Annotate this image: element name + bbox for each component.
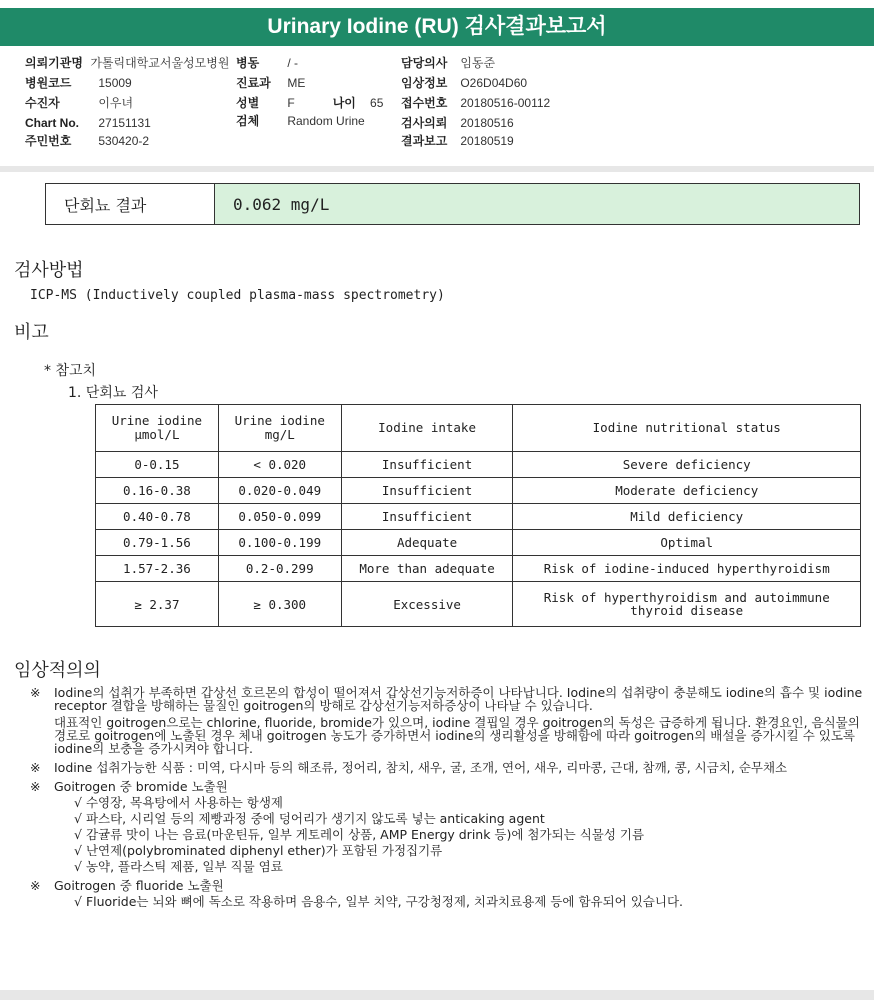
table-row [96, 478, 861, 504]
note-sub-item [54, 796, 870, 809]
note-title: Goitrogen 중 bromide 노출원 [54, 779, 228, 794]
remarks-heading: 비고 [14, 322, 49, 343]
dept-row [236, 74, 305, 92]
sex-age-row [236, 94, 383, 112]
note-item [30, 879, 870, 908]
hospital-code-value: 15009 [98, 76, 132, 90]
specimen-value: Random Urine [287, 114, 365, 128]
note-item [30, 686, 870, 755]
check-icon: √ [74, 843, 82, 858]
method-text: ICP-MS (Inductively coupled plasma-mass spectrometry) [30, 288, 445, 303]
result-label: 단회뇨 결과 [46, 184, 215, 224]
table-row [96, 582, 861, 627]
result-box [45, 183, 860, 225]
note-sub-text: 감귤류 맛이 나는 음료(마운틴듀, 일부 게토레이 상품, AMP Energy drink 등)에 첨가되는 식물성 기름 [85, 827, 645, 842]
cell-umol: ≥ 2.37 [96, 582, 219, 627]
result-report-row [401, 132, 514, 150]
request-org-value: 가톨릭대학교서울성모병원 [90, 56, 230, 70]
specimen-row [236, 112, 365, 130]
age-value: 65 [370, 96, 384, 110]
cell-umol: 1.57-2.36 [96, 556, 219, 582]
ward-label: 병동 [236, 56, 260, 70]
note-title: Goitrogen 중 fluoride 노출원 [54, 878, 224, 893]
patient-value: 이우녀 [98, 96, 134, 110]
reference-title: * 참고치 [44, 363, 97, 379]
chart-label: Chart No. [25, 116, 79, 130]
header-intake: Iodine intake [341, 405, 513, 452]
patient-info-panel [0, 54, 874, 164]
chart-row [25, 114, 151, 132]
reference-mark-icon: ※ [30, 779, 41, 794]
method-heading: 검사방법 [14, 260, 84, 281]
note-paragraph: Iodine의 섭취가 부족하면 갑상선 호르몬의 합성이 떨어져서 갑상선기능저하증이 나타납니다. Iodine의 섭취량이 충분해도 iodine의 흡수 및 iodine receptor 결합을 방해하는 물질인 goitrogen의 방해로 갑상선기능저하증상이 나타날 수 있습니다. [54, 685, 863, 713]
header-umol-line2: μmol/L [134, 427, 180, 442]
receipt-value: 20180516-00112 [460, 96, 551, 110]
note-sub-item [54, 828, 870, 841]
age-label: 나이 [332, 96, 356, 110]
cell-intake: More than adequate [341, 556, 513, 582]
reference-mark-icon: ※ [30, 878, 41, 893]
cell-umol: 0.40-0.78 [96, 504, 219, 530]
cell-status: Risk of hyperthyroidism and autoimmune thyroid disease [513, 582, 861, 627]
sex-value: F [287, 96, 295, 110]
result-report-label: 결과보고 [401, 134, 448, 148]
note-item [30, 780, 870, 873]
cell-status: Moderate deficiency [513, 478, 861, 504]
reference-mark-icon: ※ [30, 685, 41, 700]
note-sub-item [54, 895, 870, 908]
clinical-notes [30, 686, 870, 914]
resident-row [25, 132, 149, 150]
note-sub-text: Fluoride는 뇌와 뼈에 독소로 작용하며 음용수, 일부 치약, 구강청정제, 치과치료용제 등에 함유되어 있습니다. [85, 894, 683, 909]
request-org-row [25, 54, 229, 72]
specimen-label: 검체 [236, 114, 260, 128]
hospital-code-row [25, 74, 132, 92]
section-divider [0, 166, 874, 172]
note-sub-text: 농약, 플라스틱 제품, 일부 직물 염료 [85, 859, 283, 874]
receipt-row [401, 94, 550, 112]
check-icon: √ [74, 795, 82, 810]
check-icon: √ [74, 827, 82, 842]
header-umol [96, 405, 219, 452]
request-org-label: 의뢰기관명 [25, 56, 83, 70]
test-request-value: 20180516 [460, 116, 514, 130]
header-status: Iodine nutritional status [513, 405, 861, 452]
chart-value: 27151131 [98, 116, 151, 130]
ward-value: / - [287, 56, 299, 70]
test-request-label: 검사의뢰 [401, 116, 448, 130]
cell-status: Optimal [513, 530, 861, 556]
note-paragraph: Iodine 섭취가능한 식품 : 미역, 다시마 등의 해조류, 정어리, 참치, 새우, 굴, 조개, 연어, 새우, 리마콩, 근대, 참깨, 콩, 시금치, 순무채소 [54, 760, 788, 775]
doctor-row [401, 54, 495, 72]
ward-row [236, 54, 298, 72]
check-icon: √ [74, 894, 82, 909]
reference-mark-icon: ※ [30, 760, 41, 775]
header-umol-line1: Urine iodine [111, 413, 203, 428]
cell-status: Mild deficiency [513, 504, 861, 530]
cell-mgl: 0.020-0.049 [218, 478, 341, 504]
note-sub-text: 난연제(polybrominated diphenyl ether)가 포함된 가정집기류 [85, 843, 443, 858]
cell-intake: Insufficient [341, 504, 513, 530]
cell-umol: 0-0.15 [96, 452, 219, 478]
table-row [96, 556, 861, 582]
cell-status: Risk of iodine-induced hyperthyroidism [513, 556, 861, 582]
hospital-code-label: 병원코드 [25, 76, 72, 90]
table-row [96, 452, 861, 478]
resident-value: 530420-2 [98, 134, 150, 148]
table-row [96, 530, 861, 556]
table-row [96, 504, 861, 530]
report-title: Urinary Iodine (RU) 검사결과보고서 [0, 8, 874, 46]
doctor-label: 담당의사 [401, 56, 448, 70]
receipt-label: 접수번호 [401, 96, 448, 110]
doctor-value: 임동준 [460, 56, 496, 70]
clinical-info-row [401, 74, 527, 92]
resident-label: 주민번호 [25, 134, 72, 148]
table-header-row [96, 405, 861, 452]
header-mgl-line2: mg/L [264, 427, 295, 442]
result-value: 0.062 mg/L [215, 184, 859, 224]
dept-label: 진료과 [236, 76, 271, 90]
note-paragraph: 대표적인 goitrogen으로는 chlorine, fluoride, bromide가 있으며, iodine 결핍일 경우 goitrogen의 독성은 급증하게 됩니다. 환경요인, 음식물의 경로로 goitrogen에 노출된 경우 체내 goitrogen 농도가 증가하면서 iodine의 생리활성을 방해함에 따라 goitrogen의 배설을 증가시킬 수 있도록 iodine의 보충을 증가시켜야 합니다. [54, 715, 860, 756]
cell-mgl: 0.100-0.199 [218, 530, 341, 556]
patient-row [25, 94, 133, 112]
note-sub-text: 파스타, 시리얼 등의 제빵과정 중에 덩어리가 생기지 않도록 넣는 anticaking agent [85, 811, 545, 826]
reference-table [95, 404, 861, 627]
patient-label: 수진자 [25, 96, 60, 110]
clinical-info-value: O26D04D60 [460, 76, 528, 90]
footer-bar [0, 990, 874, 1000]
cell-umol: 0.79-1.56 [96, 530, 219, 556]
cell-mgl: < 0.020 [218, 452, 341, 478]
cell-mgl: 0.050-0.099 [218, 504, 341, 530]
cell-mgl: ≥ 0.300 [218, 582, 341, 627]
check-icon: √ [74, 859, 82, 874]
note-sub-item [54, 844, 870, 857]
clinical-heading: 임상적의의 [14, 660, 101, 681]
result-report-value: 20180519 [460, 134, 514, 148]
cell-intake: Adequate [341, 530, 513, 556]
cell-status: Severe deficiency [513, 452, 861, 478]
test-request-row [401, 114, 514, 132]
sex-label: 성별 [236, 96, 260, 110]
cell-intake: Excessive [341, 582, 513, 627]
cell-mgl: 0.2-0.299 [218, 556, 341, 582]
note-sub-item [54, 812, 870, 825]
header-mgl-line1: Urine iodine [234, 413, 325, 428]
check-icon: √ [74, 811, 82, 826]
clinical-info-label: 임상정보 [401, 76, 448, 90]
reference-subtitle: 1. 단회뇨 검사 [68, 385, 158, 401]
note-sub-text: 수영장, 목욕탕에서 사용하는 항생제 [85, 795, 283, 810]
header-mgl [218, 405, 341, 452]
note-sub-item [54, 860, 870, 873]
cell-umol: 0.16-0.38 [96, 478, 219, 504]
dept-value: ME [287, 76, 306, 90]
cell-intake: Insufficient [341, 452, 513, 478]
cell-intake: Insufficient [341, 478, 513, 504]
note-item [30, 761, 870, 774]
